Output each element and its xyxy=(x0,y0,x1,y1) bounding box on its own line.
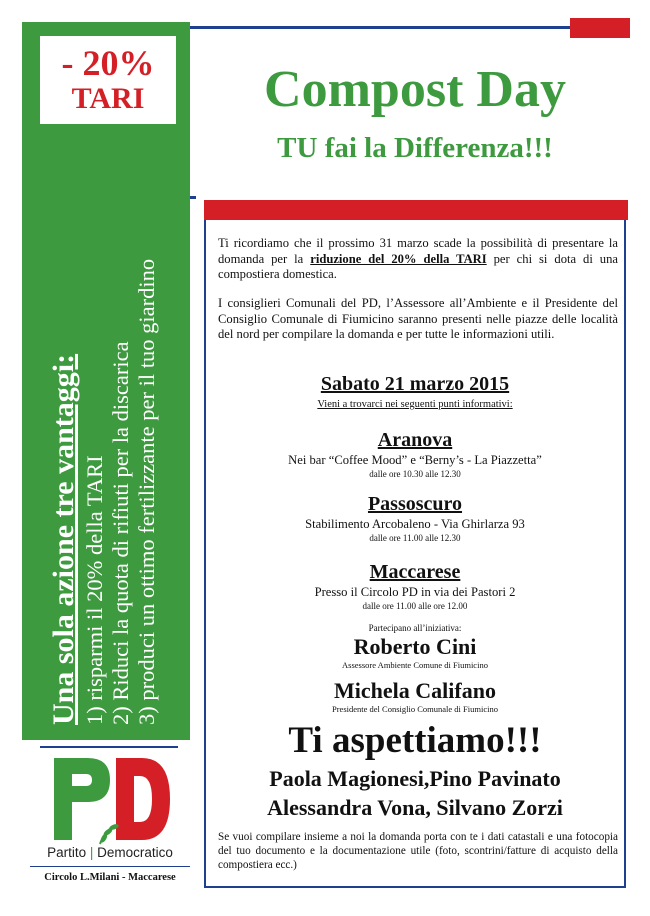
location-block xyxy=(206,428,624,480)
advantage-item: 3) produci un ottimo fertilizzante per il tuo giardino xyxy=(134,258,159,725)
location-desc: Presso il Circolo PD in via dei Pastori 2 xyxy=(314,585,516,599)
location-time: dalle ore 11.00 alle ore 12.00 xyxy=(362,601,468,611)
discount-badge xyxy=(40,36,176,124)
participant-role: Presidente del Consiglio Comunale di Fiumicino xyxy=(332,704,498,714)
participant-name: Roberto Cini xyxy=(353,634,477,659)
logo-bottom-rule xyxy=(30,866,190,867)
participant-role: Assessore Ambiente Comune di Fiumicino xyxy=(342,660,488,670)
documents-note: Se vuoi compilare insieme a noi la domanda porta con te i dati catastali e una fotocopia del tuo documento e la documentazione utile (foto, scontrini/fatture di acquisto della compostiera ecc.) xyxy=(218,831,618,871)
top-red-accent xyxy=(570,18,630,38)
location-name: Passoscuro xyxy=(367,493,463,515)
page-title: Compost Day xyxy=(264,61,566,118)
pd-logo-text: Partito | Democratico xyxy=(47,845,173,860)
organizers-line: Paola Magionesi,Pino Pavinato xyxy=(269,766,561,791)
advantage-item: 1) risparmi il 20% della TARI xyxy=(82,455,107,725)
event-subtitle: Vieni a trovarci nei seguenti punti informativi: xyxy=(317,399,513,410)
intro-text: Ti ricordiamo che il prossimo 31 marzo scade la possibilità di presentare la domanda per la xyxy=(218,236,618,266)
intro-text-end: per chi si dota di una compostiera domestica. xyxy=(218,251,618,281)
organizers-line: Alessandra Vona, Silvano Zorzi xyxy=(267,795,563,820)
participant xyxy=(206,678,624,715)
participant xyxy=(206,634,624,671)
discount-highlight: riduzione del 20% della TARI xyxy=(310,251,487,266)
intro-paragraph xyxy=(218,236,618,283)
page-subtitle: TU fai la Differenza!!! xyxy=(277,132,553,164)
event-date: Sabato 21 marzo 2015 xyxy=(320,373,510,395)
participants-label: Partecipano all’iniziativa: xyxy=(368,623,462,633)
advantage-item: 2) Riduci la quota di rifiuti per la discarica xyxy=(108,341,133,725)
logo-text-right: Democratico xyxy=(97,845,173,860)
circolo-label: Circolo L.Milani - Maccarese xyxy=(44,872,176,883)
location-name: Aranova xyxy=(377,429,453,451)
location-desc: Stabilimento Arcobaleno - Via Ghirlarza 93 xyxy=(305,517,525,531)
councillors-paragraph: I consiglieri Comunali del PD, l’Assessore all’Ambiente e il Presidente del Consiglio Comunale di Fiumicino saranno presenti nelle piazze delle località del nord per compilare la domanda e per tutte le informazioni utili. xyxy=(218,296,618,341)
top-rule xyxy=(190,26,630,29)
advantages-block xyxy=(46,145,166,725)
content-red-bar xyxy=(204,200,628,220)
location-desc: Nei bar “Coffee Mood” e “Berny’s - La Piazzetta” xyxy=(288,453,542,467)
pd-logo-icon xyxy=(50,752,174,846)
location-time: dalle ore 10.30 alle 12.30 xyxy=(369,469,461,479)
advantages-heading: Una sola azione tre vantaggi: xyxy=(47,353,80,725)
participant-name: Michela Califano xyxy=(334,678,496,703)
logo-rule xyxy=(40,746,178,748)
content-rule xyxy=(190,196,196,199)
badge-percent: - 20% xyxy=(61,43,155,83)
location-block xyxy=(206,492,624,544)
organizers xyxy=(206,764,624,822)
logo-text-left: Partito xyxy=(47,845,87,860)
location-block xyxy=(206,560,624,612)
badge-label: TARI xyxy=(71,82,145,115)
location-time: dalle ore 11.00 alle 12.30 xyxy=(369,533,461,543)
invite-heading: Ti aspettiamo!!! xyxy=(288,720,542,761)
location-name: Maccarese xyxy=(369,561,461,583)
